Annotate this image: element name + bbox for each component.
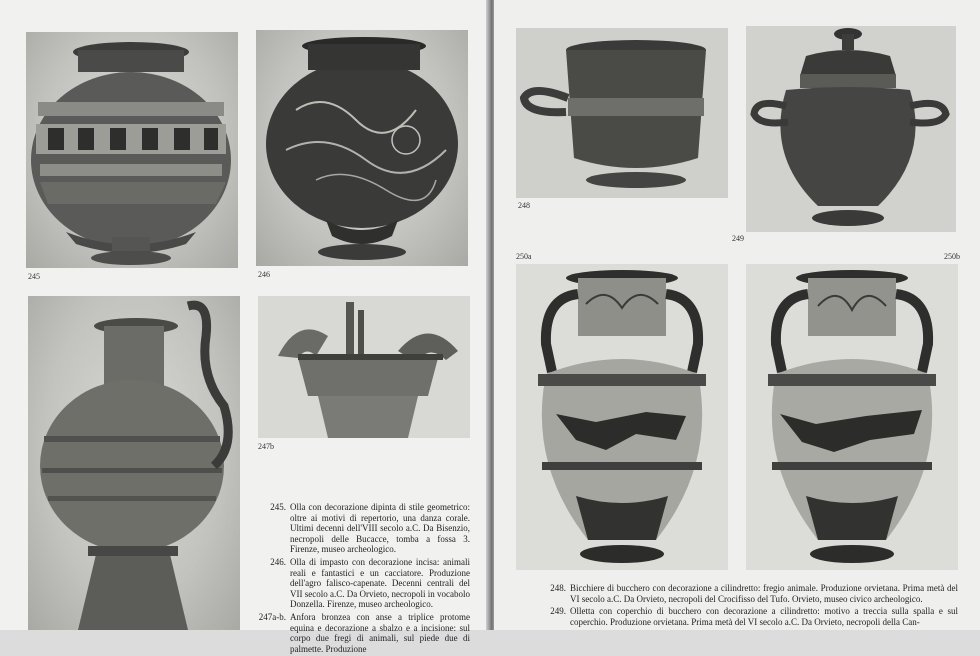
- caption-number: 248.: [550, 583, 566, 593]
- caption-number: 247a-b.: [258, 611, 286, 622]
- right-page: [494, 0, 980, 630]
- figure-label-250b: 250b: [944, 252, 960, 261]
- caption-245: [258, 502, 470, 555]
- horse-protome-detail-illustration: [258, 296, 470, 438]
- captions-left: [258, 502, 470, 656]
- bucchero-olletta-illustration: [746, 26, 956, 232]
- left-page: [0, 0, 488, 654]
- caption-number: 246.: [270, 556, 286, 567]
- photo-247a-bronze-amphora: [28, 296, 240, 630]
- photo-245-geometric-olla: [26, 32, 238, 268]
- caption-text: Olla di impasto con decorazione incisa: animali reali e fantastici e un cacciatore. Produzione dell'agro falisco-capenate. Decenni centrali del VII secolo a.C. Da Orvieto, necropoli in vocabolo Donzella. Firenze, museo archeologico.: [290, 556, 470, 610]
- caption-number: 249.: [550, 606, 566, 617]
- photo-246-incised-olla: [256, 30, 468, 266]
- bucchero-cup-illustration: [516, 28, 728, 198]
- olla-incised-illustration: [256, 30, 468, 266]
- caption-text: Anfora bronzea con anse a triplice protome equina e decorazione a sbalzo e a incisione: sul corpo due fregi di animali, sul piede due di palmette. Produzione: [290, 611, 470, 654]
- figure-label-247b: 247b: [258, 442, 274, 451]
- photo-250b-painted-amphora-reverse: [746, 264, 958, 570]
- painted-amphora-reverse-illustration: [746, 264, 958, 570]
- caption-text: Bicchiere di bucchero con decorazione a cilindretto: fregio animale. Produzione orvietana. Prima metà del VI secolo a.C. Da Orvieto, necropoli del Crocifisso del Tufo. Orvieto, museo civico archeologico.: [570, 583, 958, 604]
- figure-label-249: 249: [732, 234, 744, 243]
- figure-label-250a: 250a: [516, 252, 532, 261]
- photo-250a-painted-amphora: [516, 264, 728, 570]
- photo-248-bucchero-cup: [516, 28, 728, 198]
- figure-label-246: 246: [258, 270, 270, 279]
- caption-number: 245.: [270, 502, 286, 512]
- photo-249-bucchero-olletta: [746, 26, 956, 232]
- caption-249: [538, 606, 958, 627]
- figure-label-248: 248: [518, 201, 530, 210]
- bronze-amphora-illustration: [28, 296, 240, 630]
- captions-right: [538, 583, 958, 629]
- figure-label-245: 245: [28, 272, 40, 281]
- photo-247b-amphora-detail: [258, 296, 470, 438]
- caption-text: Olla con decorazione dipinta di stile geometrico: oltre ai motivi di repertorio, una danza corale. Ultimi decenni dell'VIII secolo a.C. Da Bisenzio, necropoli delle Bucacce, tomba a fossa 3. Firenze, museo archeologico.: [290, 502, 470, 555]
- caption-248: [538, 583, 958, 604]
- caption-246: [258, 557, 470, 610]
- olla-geometric-illustration: [26, 32, 238, 268]
- caption-247: [258, 612, 470, 654]
- painted-amphora-illustration: [516, 264, 728, 570]
- caption-text: Olletta con coperchio di bucchero con decorazione a cilindretto: motivo a treccia sulla spalla e sul coperchio. Produzione orvietana. Prima metà del VI secolo a.C. Da Orvieto, necropoli della Can-: [570, 606, 958, 627]
